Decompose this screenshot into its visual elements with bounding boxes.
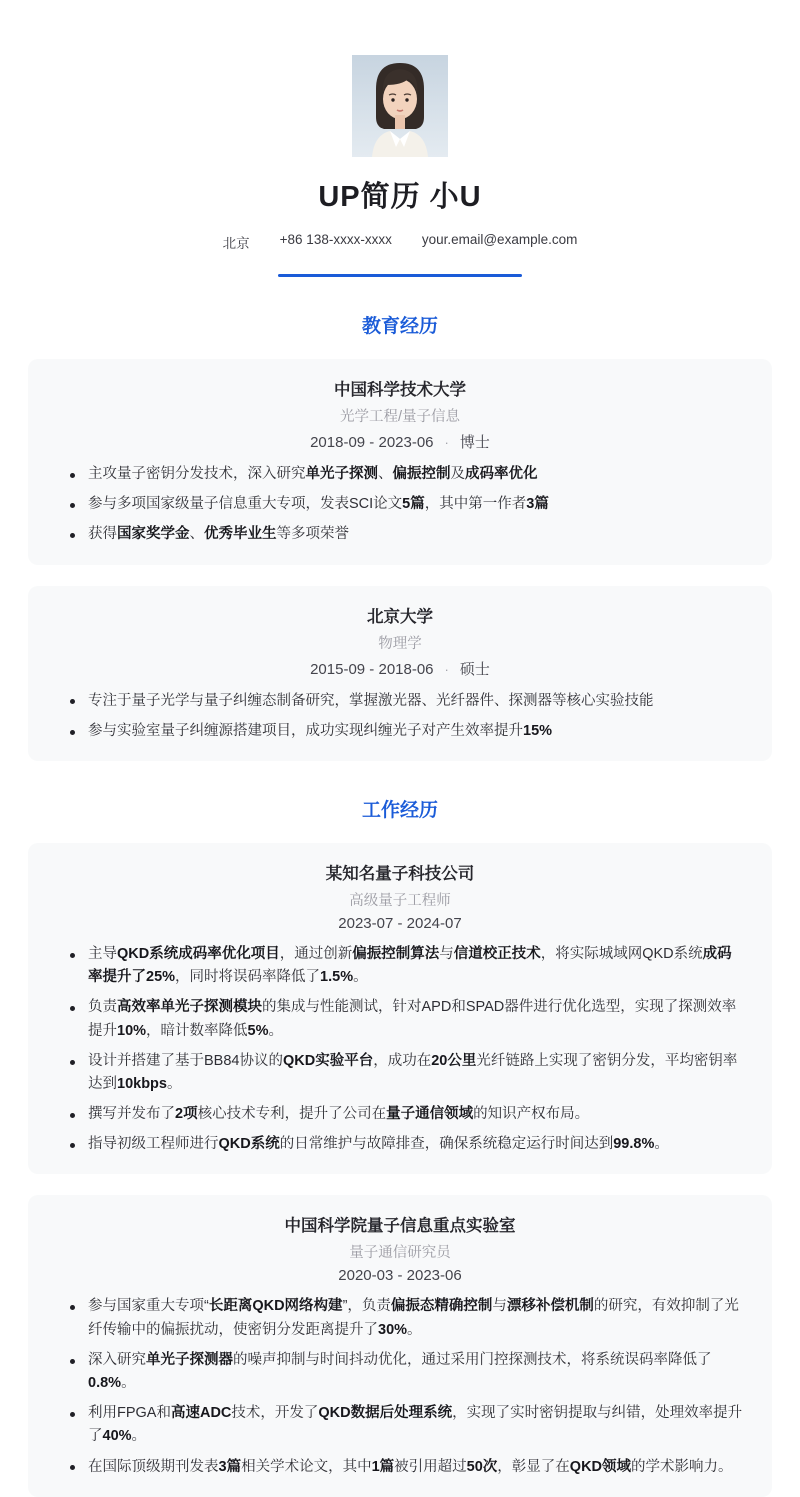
date-degree-separator: · [444,661,449,677]
bullet-text: 指导初级工程师进行 [88,1136,219,1153]
bullet-text: ，彰显了在 [497,1458,570,1475]
bullet-text: ，成功在 [373,1052,432,1069]
bullet-text: 专注于量子光学与量子纠缠态制备研究，掌握激光器、光纤器件、探测器等核心实验技能 [88,692,654,709]
entry-role: 光学工程/量子信息 [339,409,461,425]
bullet-text: 。 [407,1321,422,1338]
bullet-highlight: QKD数据后处理系统 [318,1405,453,1422]
bullet-list [50,690,750,743]
bullet-highlight: 信道校正技术 [453,945,541,962]
bullet-text: 设计并搭建了基于BB84协议的 [88,1052,283,1069]
bullet-text: 及 [450,466,465,482]
bullet-item [68,1402,744,1448]
bullet-highlight: 成码率优化 [465,466,538,482]
bullet-highlight: 50次 [466,1458,498,1475]
entry-role: 量子通信研究员 [349,1245,451,1262]
bullet-list [50,463,750,547]
bullet-text: 主导 [88,945,117,962]
bullet-highlight: 40% [102,1428,132,1445]
bullet-text: 等多项荣誉 [276,526,349,543]
bullet-highlight: QKD实验平台 [282,1052,374,1069]
bullet-text: 光纤链路上实现了密钥分发，平均密钥率达到 [88,1052,738,1092]
face [383,79,417,119]
bullet-highlight: 30% [378,1321,408,1338]
bullet-text: ，将实际城域网QKD系统 [540,945,703,962]
entry-role: 高级量子工程师 [349,892,451,909]
entry-organization: 中国科学技术大学 [334,381,466,399]
bullet-item [68,463,744,486]
bullet-highlight: 5% [247,1022,269,1039]
bullet-item [68,1103,744,1126]
bullet-text: 的知识产权布局。 [473,1106,590,1123]
resume-sections [0,311,800,1497]
bullet-highlight: 1篇 [371,1458,395,1475]
contact-row [0,232,800,252]
section-title-work: 工作经历 [361,799,438,821]
bullet-text: 的噪声抑制与时间抖动优化，通过采用门控探测技术，将系统误码率降低了 [233,1351,712,1368]
entry-date-range: 2020-03 - 2023-06 [338,1267,462,1285]
bullet-text: ”，负责 [342,1298,391,1315]
entry-date-range: 2018-09 - 2023-06 [310,434,434,451]
neck [395,115,405,129]
bullet-highlight: 国家奖学金 [117,526,190,543]
bullet-highlight: 1.5% [320,969,354,986]
bullet-highlight: 5篇 [402,496,425,513]
bullet-text: 的集成与性能测试，针对APD和SPAD器件进行优化选型，实现了探测效率提升 [88,999,737,1039]
entry-date-range: 2023-07 - 2024-07 [338,914,462,932]
bullet-item [68,943,744,989]
bullet-highlight: QKD领域 [569,1458,632,1475]
bullet-text: 。 [166,1075,182,1092]
bullet-highlight: 高效率单光子探测模块 [117,999,262,1016]
bullet-highlight: 高速ADC [170,1405,232,1422]
entry-date [50,658,750,679]
bullet-text: 与 [439,945,454,962]
bullet-item [68,1456,744,1479]
section-title-education: 教育经历 [361,316,438,337]
bullet-text: ，实现了实时密钥提取与纠错，处理效率提升了 [88,1405,743,1445]
section-work [0,795,800,1497]
portrait-photo-illustration [352,55,448,157]
bullet-text: 。 [131,1428,147,1445]
date-degree-separator: · [444,435,449,450]
bullet-text: 获得 [88,526,117,543]
portrait-photo [352,55,448,157]
bullet-item [68,493,744,516]
bullet-text: 撰写并发布了 [88,1106,175,1123]
bullet-highlight: 优秀毕业生 [204,526,277,543]
bullet-highlight: 偏振态精确控制 [390,1298,493,1315]
bullet-list [50,943,750,1157]
bullet-text: 负责 [88,999,117,1016]
bullet-text: 主攻量子密钥分发技术，深入研究 [88,466,306,482]
bullet-text: 核心技术专利，提升了公司在 [197,1106,387,1123]
bullet-highlight: QKD系统成码率优化项目 [117,945,280,962]
bullet-item [68,720,744,743]
bullet-text: ，通过创新 [279,945,353,962]
bullet-text: 参与国家重大专项“ [88,1298,209,1315]
contact-location: 北京 [222,236,250,251]
bullet-highlight: 10% [117,1022,147,1039]
bullet-text: 。 [353,969,368,986]
bullet-highlight: 长距离QKD网络构建 [208,1298,343,1315]
entry-date [50,1267,750,1284]
bullet-item [68,1050,744,1096]
bullet-text: 被引用超过 [394,1458,467,1475]
bullet-highlight: 3篇 [526,496,549,513]
entry-card [28,586,772,761]
section-education [0,311,800,761]
bullet-text: ，其中第一作者 [424,496,527,513]
entry-role: 物理学 [378,635,422,652]
bullet-text: 利用FPGA和 [88,1405,171,1422]
entry-card [28,1195,772,1496]
bullet-text: 的研究，有效抑制了光纤传输中的偏振扰动，使密钥分发距离提升了 [88,1298,739,1338]
bullet-item [68,523,744,546]
bullet-text: 参与实验室量子纠缠源搭建项目，成功实现纠缠光子对产生效率提升 [88,722,523,739]
entry-degree: 硕士 [459,660,490,678]
bullet-text: 、 [378,466,393,482]
bullet-text: 参与多项国家级量子信息重大专项，发表SCI论文 [88,496,403,513]
bullet-highlight: 量子通信领域 [386,1106,474,1123]
bullet-text: ，暗计数率降低 [146,1022,248,1039]
bullet-highlight: 单光子探测 [305,466,378,482]
contact-email: your.email@example.com [421,232,578,247]
entry-date [50,431,750,452]
bullet-text: 技术，开发了 [231,1405,319,1422]
bullet-text: 的学术影响力。 [631,1458,733,1475]
entry-card [28,843,772,1175]
bullet-highlight: 单光子探测器 [146,1351,233,1368]
bullet-highlight: 2项 [175,1106,198,1123]
bullet-highlight: 偏振控制算法 [352,945,440,962]
entry-degree: 博士 [459,434,490,451]
bullet-text: 、 [189,526,204,543]
entry-card [28,359,772,565]
bullet-text: 。 [121,1375,136,1391]
bullet-item [68,690,744,713]
bullet-highlight: 20公里 [431,1052,477,1069]
entry-organization: 北京大学 [367,607,433,626]
entry-date-range: 2015-09 - 2018-06 [310,660,434,678]
bullet-highlight: 10kbps [117,1075,167,1092]
bullet-highlight: 0.8% [88,1375,122,1391]
bullet-highlight: 3篇 [218,1458,242,1475]
bullet-item [68,1295,744,1341]
bullet-highlight: 成码率提升了25% [88,945,732,986]
bullet-text: 相关学术论文，其中 [241,1458,372,1475]
accent-divider [278,274,522,277]
entry-organization: 某知名量子科技公司 [325,864,475,883]
candidate-name: UP简历 小U [318,181,482,213]
bullet-item [68,996,744,1042]
entry-organization: 中国科学院量子信息重点实验室 [284,1217,516,1236]
bullet-text: 的日常维护与故障排查，确保系统稳定运行时间达到 [279,1136,614,1153]
bullet-highlight: 99.8% [613,1136,655,1153]
bullet-highlight: 偏振控制 [392,466,451,482]
bullet-text: 深入研究 [88,1351,146,1368]
bullet-text: 在国际顶级期刊发表 [88,1458,219,1475]
bullet-highlight: 15% [523,722,553,739]
contact-phone: +86 138-xxxx-xxxx [279,232,392,247]
bullet-highlight: QKD系统 [218,1136,280,1153]
entry-date [50,915,750,932]
bullet-list [50,1295,750,1478]
bullet-item [68,1349,744,1395]
bullet-text: 。 [654,1136,669,1153]
bullet-item [68,1133,744,1156]
bullet-text: 与 [492,1298,507,1315]
bullet-text: ，同时将误码率降低了 [175,969,321,986]
bullet-text: 。 [268,1022,283,1039]
bullet-highlight: 漂移补偿机制 [506,1298,594,1315]
